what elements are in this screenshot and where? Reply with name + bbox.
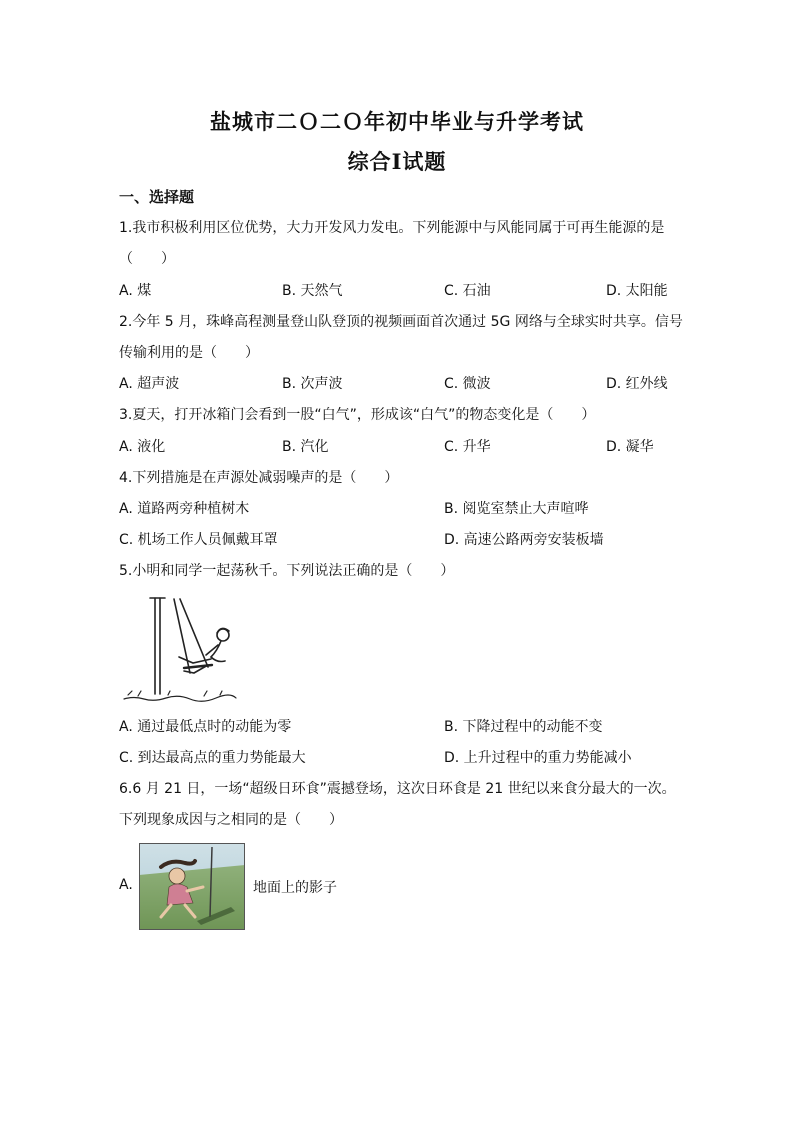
q1-option-d: D. 太阳能 [606,283,668,299]
q6-option-a-label: A. [119,877,133,893]
q4-option-d: D. 高速公路两旁安装板墙 [444,532,604,548]
q4-option-b: B. 阅览室禁止大声喧哗 [444,501,589,517]
q6-option-a-text: 地面上的影子 [253,880,337,896]
q1-option-c: C. 石油 [444,283,491,299]
q2-option-d: D. 红外线 [606,376,668,392]
shadow-photo [139,843,245,930]
q3-option-b: B. 汽化 [282,439,329,455]
question-2-text-cont: 传输利用的是（ ） [119,345,259,361]
question-2-text: 2.今年 5 月，珠峰高程测量登山队登顶的视频画面首次通过 5G 网络与全球实时共享。信号 [119,314,683,330]
page-subtitle: 综合Ⅰ试题 [347,149,447,174]
q4-option-c: C. 机场工作人员佩戴耳罩 [119,532,278,548]
q2-option-c: C. 微波 [444,376,491,392]
question-3-text: 3.夏天，打开冰箱门会看到一股“白气”，形成该“白气”的物态变化是（ ） [119,407,596,423]
q1-option-b: B. 天然气 [282,283,343,299]
question-1-blank: （ ） [119,251,175,267]
q2-option-a: A. 超声波 [119,376,180,392]
swing-figure [122,595,240,707]
question-1-text: 1.我市积极利用区位优势，大力开发风力发电。下列能源中与风能同属于可再生能源的是 [119,220,665,236]
q5-option-a: A. 通过最低点时的动能为零 [119,719,292,735]
question-5-text: 5.小明和同学一起荡秋千。下列说法正确的是（ ） [119,563,455,579]
question-4-text: 4.下列措施是在声源处减弱噪声的是（ ） [119,470,399,486]
q2-option-b: B. 次声波 [282,376,343,392]
question-6-text-cont: 下列现象成因与之相同的是（ ） [119,812,343,828]
q3-option-d: D. 凝华 [606,439,654,455]
page-title: 盐城市二Ｏ二Ｏ年初中毕业与升学考试 [210,109,584,134]
q3-option-c: C. 升华 [444,439,491,455]
q5-option-b: B. 下降过程中的动能不变 [444,719,603,735]
section-heading: 一、选择题 [119,188,195,206]
q5-option-d: D. 上升过程中的重力势能减小 [444,750,632,766]
q5-option-c: C. 到达最高点的重力势能最大 [119,750,306,766]
q1-option-a: A. 煤 [119,283,152,299]
q4-option-a: A. 道路两旁种植树木 [119,501,250,517]
question-6-text: 6.6 月 21 日，一场“超级日环食”震撼登场，这次日环食是 21 世纪以来食分最大的一次。 [119,781,676,797]
q3-option-a: A. 液化 [119,439,166,455]
